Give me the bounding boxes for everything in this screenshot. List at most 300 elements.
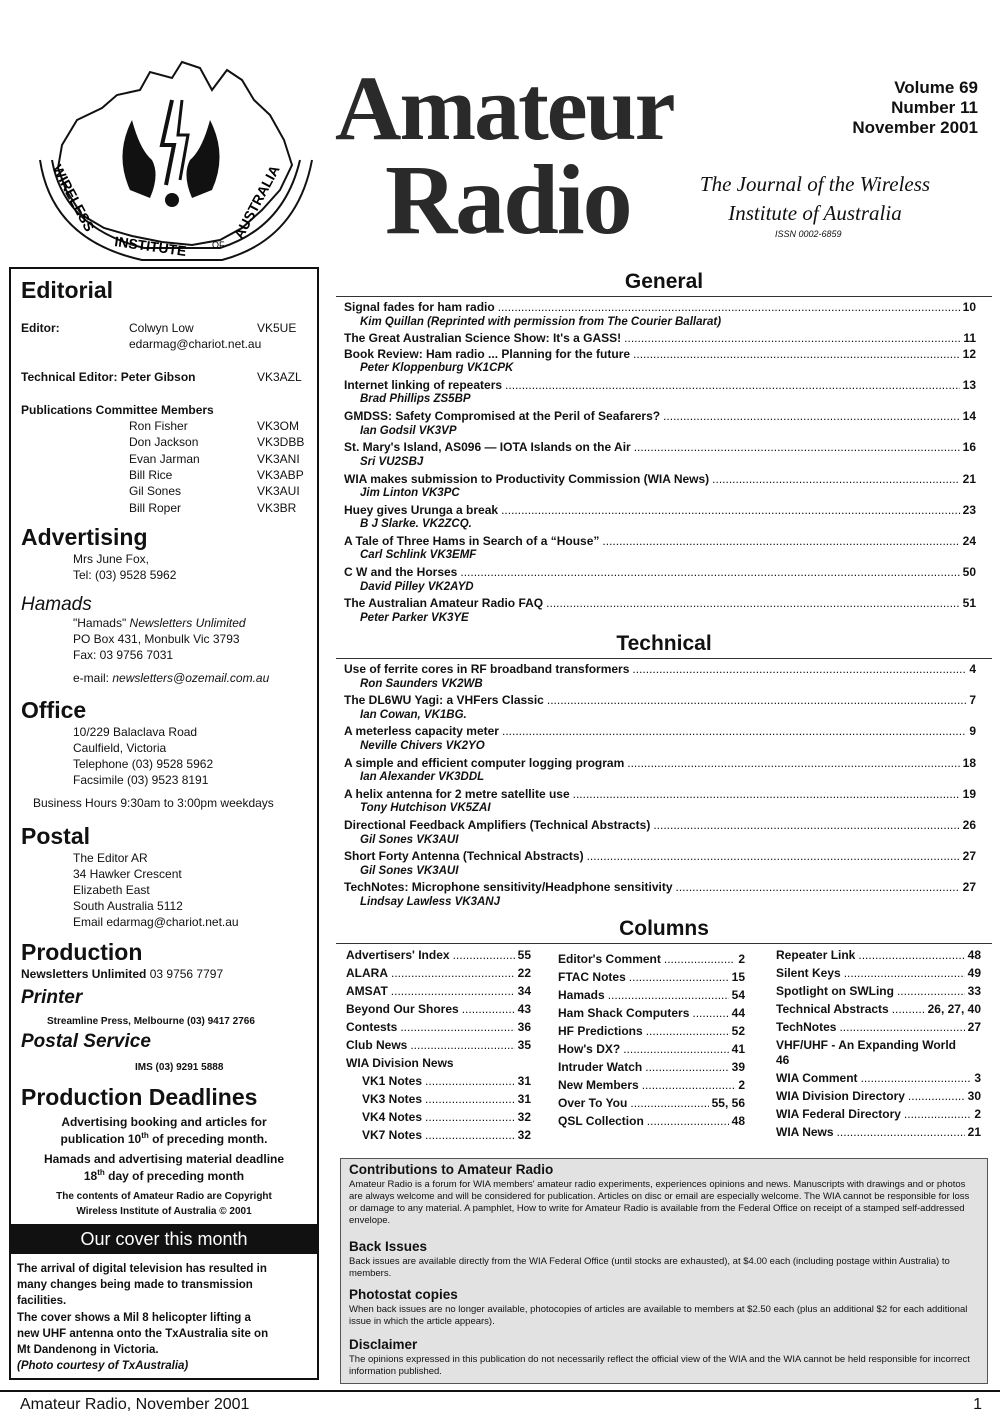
- column-leader: [410, 1038, 514, 1052]
- toc-entry-title: A simple and efficient computer logging program: [344, 755, 625, 770]
- column-entry-page: 41: [731, 1042, 745, 1056]
- cover-line: facilities.: [17, 1295, 67, 1308]
- column-entry-page: 22: [517, 966, 531, 980]
- toc-entry-author: Jim Linton VK3PC: [360, 487, 460, 499]
- page-number: 1: [973, 1396, 982, 1413]
- column-entry-page: 36: [517, 1020, 531, 1034]
- disclaimer-heading: Disclaimer: [349, 1337, 418, 1352]
- hamads-name: "Hamads": [73, 616, 127, 630]
- committee-member-name: Bill Roper: [129, 500, 182, 515]
- column-entry-page: 26, 27, 40: [927, 1002, 981, 1016]
- toc-entry: [344, 409, 976, 423]
- toc-entry-page: 10: [962, 300, 976, 314]
- postal-line: 34 Hawker Crescent: [73, 867, 182, 881]
- advertising-heading: Advertising: [21, 524, 148, 550]
- general-heading: General: [624, 270, 704, 293]
- toc-entry-author: Ian Godsil VK3VP: [360, 424, 457, 437]
- office-line: Telephone (03) 9528 5962: [73, 757, 214, 771]
- toc-entry: [344, 378, 976, 392]
- column-leader: [642, 1078, 736, 1092]
- toc-entry-page: 4: [969, 662, 976, 676]
- column-entry-title: 46: [776, 1053, 790, 1067]
- toc-entry: [344, 880, 976, 894]
- column-entry-title: TechNotes: [776, 1020, 837, 1034]
- column-entry-title: WIA Division Directory: [776, 1089, 905, 1103]
- production-line: [21, 967, 223, 981]
- hamads-email-label: e-mail:: [73, 671, 110, 685]
- column-entry-title: Spotlight on SWLing: [776, 984, 894, 998]
- column-leader: [462, 1002, 515, 1016]
- column-entry-title: HF Predictions: [558, 1024, 643, 1038]
- postal-heading: Postal: [21, 823, 91, 849]
- toc-entry-title: The DL6WU Yagi: a VHFers Classic: [344, 693, 544, 708]
- toc-entry-page: 50: [962, 565, 976, 580]
- column-entry: [558, 952, 745, 966]
- committee-member-call: VK3ABP: [257, 467, 304, 482]
- production-company: Newsletters Unlimited: [21, 967, 147, 981]
- toc-entry-page: 27: [962, 849, 976, 864]
- logo-text-right: AUSTRALIA: [230, 162, 283, 242]
- column-entry-page: 31: [517, 1074, 531, 1088]
- hamads-line-2: PO Box 431, Monbulk Vic 3793: [73, 632, 240, 646]
- copyright-line-2: Wireless Institute of Australia © 2001: [76, 1206, 252, 1217]
- deadline-line-3: Hamads and advertising material deadline: [43, 1152, 285, 1166]
- column-entry-title: Hamads: [558, 988, 605, 1002]
- column-entry-title: QSL Collection: [558, 1114, 644, 1128]
- column-entry-title: Silent Keys: [776, 966, 841, 980]
- toc-entry-title: TechNotes: Microphone sensitivity/Headphone sensitivity: [344, 880, 673, 895]
- column-entry-page: 43: [517, 1002, 531, 1016]
- column-leader: [425, 1110, 515, 1124]
- column-leader: [897, 984, 965, 998]
- committee-member-name: Bill Rice: [129, 467, 173, 482]
- toc-entry: [344, 693, 976, 707]
- office-line: Caulfield, Victoria: [73, 741, 167, 755]
- column-entry: [362, 1092, 531, 1106]
- toc-entry-author: Ian Alexander VK3DDL: [360, 771, 485, 784]
- issue-info: [852, 78, 978, 138]
- office-line: 10/229 Balaclava Road: [73, 725, 198, 739]
- column-entry-page: 2: [974, 1107, 981, 1121]
- column-entry-page: 32: [517, 1128, 531, 1142]
- column-entry-page: 21: [967, 1125, 981, 1139]
- toc-entry: [344, 503, 976, 517]
- column-entry-title: WIA News: [776, 1125, 834, 1139]
- column-entry: [346, 984, 531, 998]
- column-leader: [844, 966, 965, 980]
- issue-date: November 2001: [852, 118, 978, 137]
- toc-leader: [505, 378, 960, 392]
- deadline-line-1: Advertising booking and articles for: [61, 1115, 267, 1129]
- toc-entry-page: 18: [962, 755, 976, 770]
- column-leader: [391, 966, 515, 980]
- toc-entry: [344, 440, 976, 454]
- toc-entry-title: Huey gives Urunga a break: [344, 502, 499, 517]
- toc-entry-page: 12: [962, 346, 976, 361]
- column-entry: [558, 1114, 745, 1128]
- column-entry: [346, 948, 531, 962]
- hamads-heading: Hamads: [21, 594, 92, 615]
- toc-entry: [344, 534, 976, 548]
- column-entry: [362, 1128, 531, 1142]
- column-entry: [776, 1053, 981, 1067]
- toc-entry-page: 14: [962, 409, 976, 424]
- column-leader: [908, 1089, 965, 1103]
- advertising-name: Mrs June Fox,: [73, 552, 150, 566]
- column-entry-title: Ham Shack Computers: [558, 1006, 690, 1020]
- committee-member-call: VK3BR: [257, 500, 297, 515]
- deadline-1-tail: of preceding month.: [148, 1132, 268, 1146]
- committee-member-name: Ron Fisher: [129, 419, 188, 433]
- printer-heading: Printer: [21, 987, 83, 1008]
- toc-leader: [653, 818, 959, 832]
- toc-entry-page: 13: [962, 377, 976, 392]
- toc-leader: [501, 503, 960, 517]
- column-entry: [776, 1089, 981, 1103]
- cover-line: The arrival of digital television has resulted in: [17, 1263, 267, 1275]
- toc-entry-author: Carl Schlink VK3EMF: [360, 549, 477, 562]
- column-leader: [425, 1074, 515, 1088]
- column-entry-page: 30: [967, 1089, 981, 1103]
- column-entry-title: WIA Federal Directory: [776, 1107, 901, 1121]
- toc-entry: [344, 849, 976, 863]
- toc-entry-title: Directional Feedback Amplifiers (Technical Abstracts): [344, 818, 651, 832]
- toc-leader: [547, 693, 966, 707]
- column-entry-title: Technical Abstracts: [776, 1002, 889, 1016]
- column-entry: [558, 1042, 745, 1056]
- column-leader: [664, 952, 735, 966]
- tagline-line-2: Institute of Australia: [728, 201, 902, 225]
- column-entry: [346, 1038, 531, 1052]
- column-entry-page: 33: [967, 984, 981, 998]
- technical-rule: [336, 658, 992, 659]
- column-entry: [558, 970, 745, 984]
- column-leader: [858, 948, 964, 962]
- footer-rule: [0, 1390, 1000, 1392]
- editor-label: Editor:: [21, 321, 60, 335]
- toc-entry: [344, 724, 976, 738]
- column-entry-title: Repeater Link: [776, 948, 856, 962]
- toc-entry-title: The Australian Amateur Radio FAQ: [344, 596, 544, 611]
- column-entry-title: VK1 Notes: [362, 1074, 423, 1088]
- committee-member-call: VK3AUI: [257, 484, 300, 499]
- column-entry: [558, 988, 745, 1002]
- column-entry-title: Club News: [346, 1038, 408, 1052]
- column-entry-title: Over To You: [558, 1096, 628, 1110]
- column-entry: [776, 1107, 981, 1121]
- toc-entry-author: Gil Sones VK3AUI: [360, 833, 459, 846]
- logo-text-bottom: INSTITUTE: [113, 233, 188, 260]
- column-entry-title: VK7 Notes: [362, 1128, 423, 1142]
- photostat-heading: Photostat copies: [349, 1287, 458, 1302]
- column-entry-page: 35: [517, 1038, 531, 1052]
- toc-entry-author: Brad Phillips ZS5BP: [360, 393, 471, 406]
- column-entry: [346, 1056, 531, 1070]
- toc-entry: [344, 472, 976, 486]
- column-entry-page: 48: [967, 948, 981, 962]
- column-leader: [647, 1114, 729, 1128]
- number: Number 11: [891, 98, 978, 117]
- column-entry-page: 48: [731, 1114, 745, 1128]
- column-entry-title: AMSAT: [346, 984, 388, 998]
- toc-entry-title: Book Review: Ham radio ... Planning for the future: [344, 346, 631, 361]
- masthead-title-radio: Radio: [385, 144, 631, 255]
- column-leader: [425, 1128, 515, 1142]
- cover-heading: Our cover this month: [11, 1224, 317, 1254]
- column-leader: [837, 1125, 965, 1139]
- column-entry-page: 15: [731, 970, 745, 984]
- column-entry-title: Advertisers' Index: [346, 948, 450, 962]
- editor-email: edarmag@chariot.net.au: [129, 337, 262, 351]
- column-entry: [362, 1074, 531, 1088]
- toc-entry-author: Lindsay Lawless VK3ANJ: [360, 895, 500, 908]
- issn: ISSN 0002-6859: [775, 229, 842, 239]
- toc-entry-author: Peter Kloppenburg VK1CPK: [360, 362, 514, 375]
- toc-entry-page: 19: [962, 786, 976, 801]
- column-entry-title: FTAC Notes: [558, 970, 626, 984]
- committee-member-name: Gil Sones: [129, 484, 182, 499]
- toc-entry: [344, 565, 976, 579]
- column-entry-title: VK4 Notes: [362, 1110, 423, 1124]
- toc-entry: [344, 787, 976, 801]
- column-entry-title: Beyond Our Shores: [346, 1002, 459, 1016]
- cover-credit: (Photo courtesy of TxAustralia): [17, 1360, 189, 1372]
- office-heading: Office: [21, 697, 87, 723]
- column-leader: [391, 984, 515, 998]
- postal-line: The Editor AR: [73, 851, 148, 865]
- toc-entry-page: 21: [962, 471, 976, 486]
- column-leader: [453, 948, 515, 962]
- postal-service-line: IMS (03) 9291 5888: [135, 1062, 224, 1073]
- toc-entry: [344, 756, 976, 770]
- hamads-company: Newsletters Unlimited: [129, 616, 246, 630]
- toc-entry-title: A Tale of Three Hams in Search of a “House”: [344, 533, 600, 548]
- toc-leader: [502, 724, 966, 738]
- column-entry-title: New Members: [558, 1078, 639, 1092]
- column-entry-page: 2: [738, 952, 745, 966]
- cover-line: many changes being made to transmission: [17, 1279, 253, 1292]
- column-entry: [558, 1006, 745, 1020]
- toc-entry: [344, 300, 976, 314]
- column-leader: [692, 1006, 728, 1020]
- postal-line: Email edarmag@chariot.net.au: [73, 915, 239, 929]
- column-entry: [776, 1020, 981, 1034]
- tech-editor-call: VK3AZL: [257, 370, 302, 384]
- column-entry-page: 49: [967, 966, 981, 980]
- committee-member-name: Evan Jarman: [129, 451, 200, 466]
- office-hours: Business Hours 9:30am to 3:00pm weekdays: [33, 796, 274, 810]
- toc-entry: [344, 818, 976, 832]
- column-leader: [646, 1024, 729, 1038]
- toc-leader: [587, 849, 960, 863]
- toc-leader: [663, 409, 960, 423]
- technical-heading: Technical: [616, 632, 712, 655]
- toc-leader: [498, 300, 960, 314]
- production-heading: Production: [21, 939, 143, 965]
- column-entry-title: Intruder Watch: [558, 1060, 643, 1074]
- column-leader: [608, 988, 729, 1002]
- toc-entry: [344, 596, 976, 610]
- toc-entry-title: Signal fades for ham radio: [344, 300, 495, 314]
- hamads-line-3: Fax: 03 9756 7031: [73, 648, 174, 662]
- deadline-2-sup: th: [97, 1168, 105, 1177]
- cover-line: The cover shows a Mil 8 helicopter lifting a: [17, 1311, 251, 1324]
- toc-entry-author: Tony Hutchison VK5ZAI: [360, 802, 491, 815]
- editorial-heading: Editorial: [21, 277, 114, 303]
- column-leader: [400, 1020, 514, 1034]
- printer-line: Streamline Press, Melbourne (03) 9417 2766: [47, 1016, 255, 1027]
- column-leader: [839, 1020, 964, 1034]
- toc-entry-page: 26: [962, 818, 976, 832]
- photostat-text: When back issues are no longer available, photocopies of articles are available to members at $2.50 each (plus an additional $2 for each additional issue in which the article appears).: [349, 1304, 968, 1327]
- toc-leader: [624, 331, 960, 345]
- toc-entry-page: 27: [962, 880, 976, 895]
- deadlines-heading: Production Deadlines: [21, 1084, 258, 1110]
- column-entry: [776, 1071, 981, 1085]
- toc-entry-page: 23: [962, 502, 976, 517]
- column-entry: [776, 966, 981, 980]
- toc-entry-author: Peter Parker VK3YE: [360, 611, 469, 624]
- toc-entry-title: The Great Australian Science Show: It's a GASS!: [344, 331, 622, 346]
- masthead-title-amateur: Amateur: [335, 57, 674, 159]
- column-leader: [629, 970, 729, 984]
- column-entry-title: ALARA: [346, 966, 388, 980]
- postal-line: South Australia 5112: [73, 899, 183, 913]
- toc-entry-page: 16: [962, 440, 976, 455]
- production-phone: 03 9756 7797: [149, 967, 224, 981]
- advertising-tel: Tel: (03) 9528 5962: [73, 568, 177, 582]
- committee-member-call: VK3DBB: [257, 435, 305, 450]
- tagline: [655, 170, 975, 228]
- committee-member-name: Don Jackson: [129, 435, 199, 450]
- toc-entry-author: Gil Sones VK3AUI: [360, 864, 459, 877]
- column-entry-page: 32: [517, 1110, 531, 1124]
- column-leader: [892, 1002, 925, 1016]
- column-entry-page: 2: [738, 1078, 745, 1092]
- toc-entry-title: C W and the Horses: [344, 565, 458, 580]
- toc-leader: [633, 347, 960, 361]
- wia-logo: [22, 50, 322, 265]
- general-rule: [336, 296, 992, 297]
- toc-leader: [676, 880, 960, 894]
- columns-heading: Columns: [619, 917, 709, 940]
- toc-entry-title: Short Forty Antenna (Technical Abstracts): [344, 849, 584, 864]
- postal-service-heading: Postal Service: [21, 1031, 151, 1052]
- column-leader: [623, 1042, 728, 1056]
- deadline-1-sup: th: [141, 1131, 149, 1140]
- toc-entry-title: Internet linking of repeaters: [344, 377, 503, 392]
- column-leader: [904, 1107, 971, 1121]
- toc-entry-page: 51: [962, 596, 976, 611]
- contrib-heading: Contributions to Amateur Radio: [349, 1162, 554, 1177]
- toc-leader: [627, 756, 959, 770]
- committee-label: Publications Committee Members: [21, 403, 214, 417]
- column-entry-page: 54: [731, 988, 745, 1002]
- columns-rule: [336, 943, 992, 944]
- column-entry: [346, 1002, 531, 1016]
- logo-text-left: WIRELESS: [49, 161, 98, 234]
- column-entry: [776, 948, 981, 962]
- deadline-line-2: [11, 1131, 317, 1146]
- toc-leader: [573, 787, 960, 801]
- column-entry-page: 55: [517, 948, 531, 962]
- hamads-email: newsletters@ozemail.com.au: [112, 671, 270, 685]
- toc-entry-title: A meterless capacity meter: [344, 724, 499, 739]
- column-entry-title: VHF/UHF - An Expanding World: [776, 1038, 956, 1052]
- toc-entry-author: Sri VU2SBJ: [360, 455, 424, 468]
- editor-name: Colwyn Low: [129, 321, 194, 335]
- back-issues-text: Back issues are available directly from the WIA Federal Office (until stocks are exhausted), at $4.00 each (including postage within Australia) to members.: [349, 1256, 950, 1279]
- contrib-text: Amateur Radio is a forum for WIA members' amateur radio experiments, experiences opinions and news. Manuscripts with drawings and or photos are always welcome and will be considered for publication. Articles on disc or email are especially welcome. The WIA cannot be responsible for loss or damage to any material. A pamphlet, How to write for Amateur Radio is available from the Federal Office on receipt of a stamped self-addressed envelope.: [349, 1179, 970, 1226]
- masthead-panel: [9, 267, 319, 1380]
- toc-entry-title: GMDSS: Safety Compromised at the Peril of Seafarers?: [344, 409, 661, 424]
- column-entry: [362, 1110, 531, 1124]
- column-entry-page: 52: [731, 1024, 745, 1038]
- toc-leader: [712, 472, 959, 486]
- toc-entry-author: Ron Saunders VK2WB: [360, 677, 483, 690]
- column-entry: [776, 1002, 981, 1016]
- column-entry-page: 27: [967, 1020, 981, 1034]
- toc-entry-author: David Pilley VK2AYD: [360, 580, 474, 593]
- committee-member-call: VK3ANI: [257, 451, 300, 466]
- deadline-2-date: 18: [83, 1169, 98, 1183]
- toc-leader: [602, 534, 959, 548]
- column-leader: [645, 1060, 728, 1074]
- column-entry-title: Editor's Comment: [558, 952, 661, 966]
- column-entry-title: WIA Comment: [776, 1071, 858, 1085]
- cover-line: new UHF antenna onto the TxAustralia site on: [17, 1327, 269, 1340]
- column-entry-page: 55, 56: [711, 1096, 745, 1110]
- toc-leader: [634, 440, 960, 454]
- logo-text-of: OF: [212, 240, 225, 250]
- tagline-line-1: The Journal of the Wireless: [699, 172, 931, 196]
- column-entry-title: VK3 Notes: [362, 1092, 423, 1106]
- toc-entry-author: Neville Chivers VK2YO: [360, 739, 485, 752]
- toc-entry-page: 7: [969, 693, 976, 708]
- column-entry-page: 34: [517, 984, 531, 998]
- column-entry-page: 3: [974, 1071, 981, 1085]
- column-entry: [558, 1096, 745, 1110]
- toc-leader: [632, 662, 966, 676]
- column-leader: [425, 1092, 515, 1106]
- footer-title: Amateur Radio, November 2001: [20, 1396, 250, 1413]
- column-entry-title: Contests: [346, 1020, 398, 1034]
- toc-leader: [546, 596, 959, 610]
- tech-editor: Technical Editor: Peter Gibson: [21, 370, 196, 384]
- toc-leader: [460, 565, 959, 579]
- toc-entry-title: WIA makes submission to Productivity Commission (WIA News): [344, 471, 710, 486]
- hamads-line-1: [73, 616, 246, 630]
- column-entry: [558, 1024, 745, 1038]
- column-entry: [776, 984, 981, 998]
- back-issues-heading: Back Issues: [349, 1239, 428, 1254]
- column-entry: [558, 1078, 745, 1092]
- toc-entry-author: B J Slarke. VK2ZCQ.: [360, 518, 472, 531]
- disclaimer-text: The opinions expressed in this publication do not necessarily reflect the official view of the WIA and the WIA cannot be held responsible for incorrect information published.: [349, 1354, 970, 1377]
- column-entry-page: 39: [731, 1060, 745, 1074]
- editor-call: VK5UE: [257, 321, 297, 335]
- toc-entry: [344, 347, 976, 361]
- committee-member-call: VK3OM: [257, 419, 300, 433]
- deadline-line-4: [11, 1168, 317, 1183]
- office-line: Facsimile (03) 9523 8191: [73, 773, 209, 787]
- column-entry: [776, 1038, 981, 1052]
- column-leader: [861, 1071, 972, 1085]
- toc-entry-page: 9: [969, 724, 976, 739]
- hamads-email-line: [73, 671, 269, 685]
- column-entry: [558, 1060, 745, 1074]
- cover-line: Mt Dandenong in Victoria.: [17, 1344, 159, 1356]
